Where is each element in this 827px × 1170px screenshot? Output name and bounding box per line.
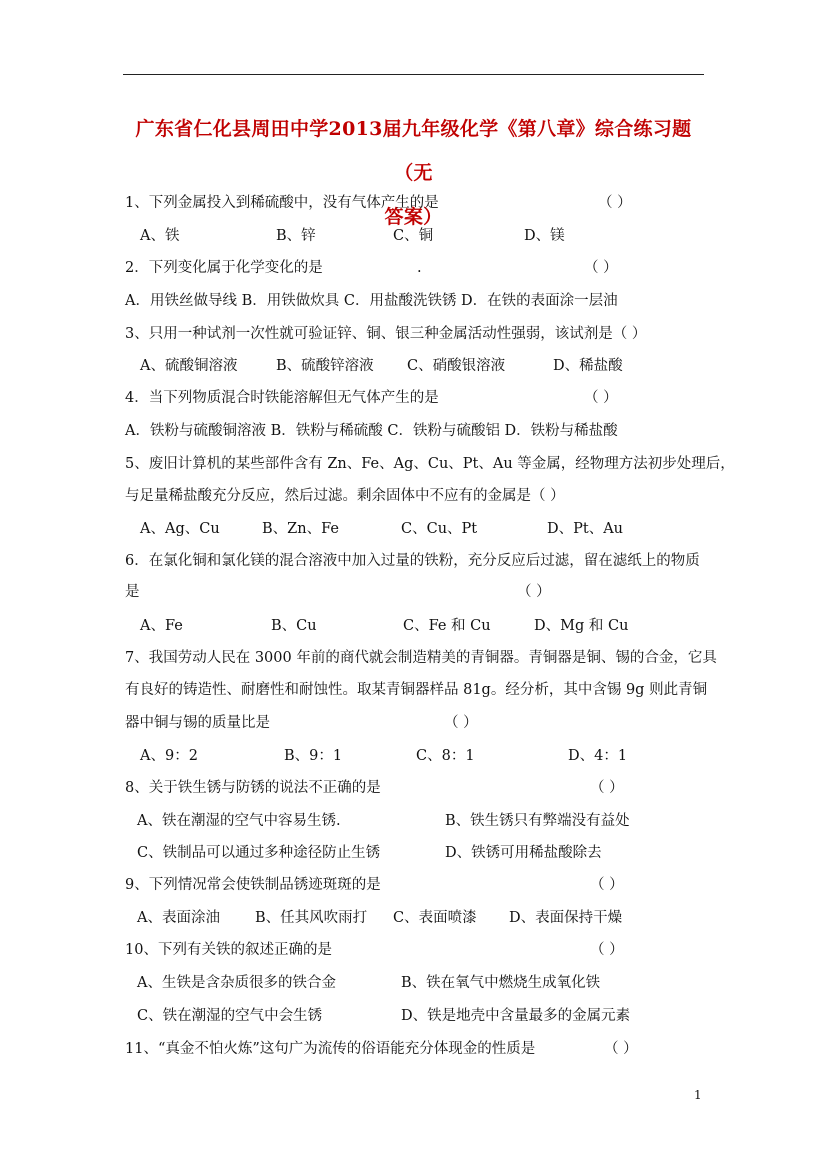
question-7-stem-cont-2: 器中铜与锡的质量比是 bbox=[125, 715, 270, 731]
q3-option-a: A、硫酸铜溶液 bbox=[140, 358, 238, 374]
question-4-options: A．铁粉与硫酸铜溶液 B．铁粉与稀硫酸 C．铁粉与硫酸铝 D．铁粉与稀盐酸 bbox=[125, 423, 618, 439]
q10-option-b: B、铁在氧气中燃烧生成氧化铁 bbox=[401, 975, 601, 991]
question-1-stem: 1、下列金属投入到稀硫酸中，没有气体产生的是 bbox=[125, 195, 439, 211]
q6-option-b: B、Cu bbox=[271, 618, 317, 634]
question-5-stem: 5、废旧计算机的某些部件含有 Zn、Fe、Ag、Cu、Pt、Au 等金属，经物理方法初步处理后， bbox=[125, 456, 735, 472]
question-1-answer-blank: （ ） bbox=[598, 195, 632, 211]
question-4-stem: 4．当下列物质混合时铁能溶解但无气体产生的是 bbox=[125, 390, 439, 406]
q7-option-d: D、4：1 bbox=[568, 748, 628, 764]
question-2-stem: 2．下列变化属于化学变化的是 bbox=[125, 260, 323, 276]
q7-option-a: A、9：2 bbox=[140, 748, 198, 764]
question-10-answer-blank: （ ） bbox=[590, 942, 624, 958]
q5-option-d: D、Pt、Au bbox=[547, 521, 624, 537]
question-6-stem: 6．在氯化铜和氯化镁的混合溶液中加入过量的铁粉，充分反应后过滤，留在滤纸上的物质 bbox=[125, 553, 700, 569]
q8-option-d: D、铁锈可用稀盐酸除去 bbox=[445, 845, 602, 861]
question-6-answer-blank: （ ） bbox=[517, 584, 551, 600]
q9-option-a: A、表面涂油 bbox=[137, 910, 220, 926]
q1-option-b: B、锌 bbox=[276, 228, 316, 244]
page-number: 1 bbox=[694, 1088, 702, 1102]
header-rule bbox=[123, 74, 704, 75]
question-7-answer-blank: （ ） bbox=[444, 715, 478, 731]
q3-option-d: D、稀盐酸 bbox=[553, 358, 623, 374]
q9-option-b: B、任其风吹雨打 bbox=[255, 910, 368, 926]
q10-option-a: A、生铁是含杂质很多的铁合金 bbox=[137, 975, 336, 991]
question-11-stem: 11、“真金不怕火炼”这句广为流传的俗语能充分体现金的性质是 bbox=[125, 1041, 536, 1057]
q6-option-c: C、Fe 和 Cu bbox=[403, 618, 491, 634]
q8-option-a: A、铁在潮湿的空气中容易生锈. bbox=[137, 813, 341, 829]
q1-option-d: D、镁 bbox=[524, 228, 565, 244]
q5-option-b: B、Zn、Fe bbox=[262, 521, 339, 537]
q7-option-c: C、8：1 bbox=[416, 748, 475, 764]
q1-option-a: A、铁 bbox=[140, 228, 180, 244]
question-10-stem: 10、下列有关铁的叙述正确的是 bbox=[125, 942, 332, 958]
question-7-stem-cont-1: 有良好的铸造性、耐磨性和耐蚀性。取某青铜器样品 81g。经分析，其中含锡 9g 则此青铜 bbox=[125, 682, 708, 698]
q5-option-a: A、Ag、Cu bbox=[140, 521, 220, 537]
q5-option-c: C、Cu、Pt bbox=[401, 521, 478, 537]
question-3-stem: 3、只用一种试剂一次性就可验证锌、铜、银三种金属活动性强弱，该试剂是（ ） bbox=[125, 326, 647, 342]
question-6-stem-cont: 是 bbox=[125, 584, 140, 600]
q8-option-b: B、铁生锈只有弊端没有益处 bbox=[445, 813, 630, 829]
question-8-stem: 8、关于铁生锈与防锈的说法不正确的是 bbox=[125, 780, 381, 796]
q3-option-c: C、硝酸银溶液 bbox=[407, 358, 506, 374]
q1-option-c: C、铜 bbox=[393, 228, 434, 244]
q9-option-d: D、表面保持干燥 bbox=[509, 910, 623, 926]
q6-option-a: A、Fe bbox=[140, 618, 183, 634]
question-2-stray-dot: . bbox=[417, 260, 422, 276]
q8-option-c: C、铁制品可以通过多种途径防止生锈 bbox=[137, 845, 381, 861]
question-9-answer-blank: （ ） bbox=[590, 877, 624, 893]
question-4-answer-blank: （ ） bbox=[584, 390, 618, 406]
question-7-stem: 7、我国劳动人民在 3000 年前的商代就会制造精美的青铜器。青铜器是铜、锡的合金，它具 bbox=[125, 650, 717, 666]
question-2-answer-blank: （ ） bbox=[584, 260, 618, 276]
title-line-2: 答案） bbox=[384, 206, 443, 228]
q10-option-d: D、铁是地壳中含量最多的金属元素 bbox=[401, 1008, 631, 1024]
q3-option-b: B、硫酸锌溶液 bbox=[276, 358, 374, 374]
q9-option-c: C、表面喷漆 bbox=[393, 910, 477, 926]
q7-option-b: B、9：1 bbox=[284, 748, 343, 764]
question-2-options: A．用铁丝做导线 B．用铁做炊具 C．用盐酸洗铁锈 D．在铁的表面涂一层油 bbox=[125, 293, 618, 309]
q6-option-d: D、Mg 和 Cu bbox=[534, 618, 629, 634]
question-9-stem: 9、下列情况常会使铁制品锈迹斑斑的是 bbox=[125, 877, 381, 893]
question-8-answer-blank: （ ） bbox=[590, 780, 624, 796]
question-11-answer-blank: （ ） bbox=[604, 1041, 638, 1057]
title-line-1: 广东省仁化县周田中学2013届九年级化学《第八章》综合练习题（无 bbox=[135, 118, 692, 184]
page-title bbox=[123, 107, 704, 239]
question-5-stem-cont: 与足量稀盐酸充分反应，然后过滤。剩余固体中不应有的金属是（ ） bbox=[125, 488, 565, 504]
q10-option-c: C、铁在潮湿的空气中会生锈 bbox=[137, 1008, 323, 1024]
